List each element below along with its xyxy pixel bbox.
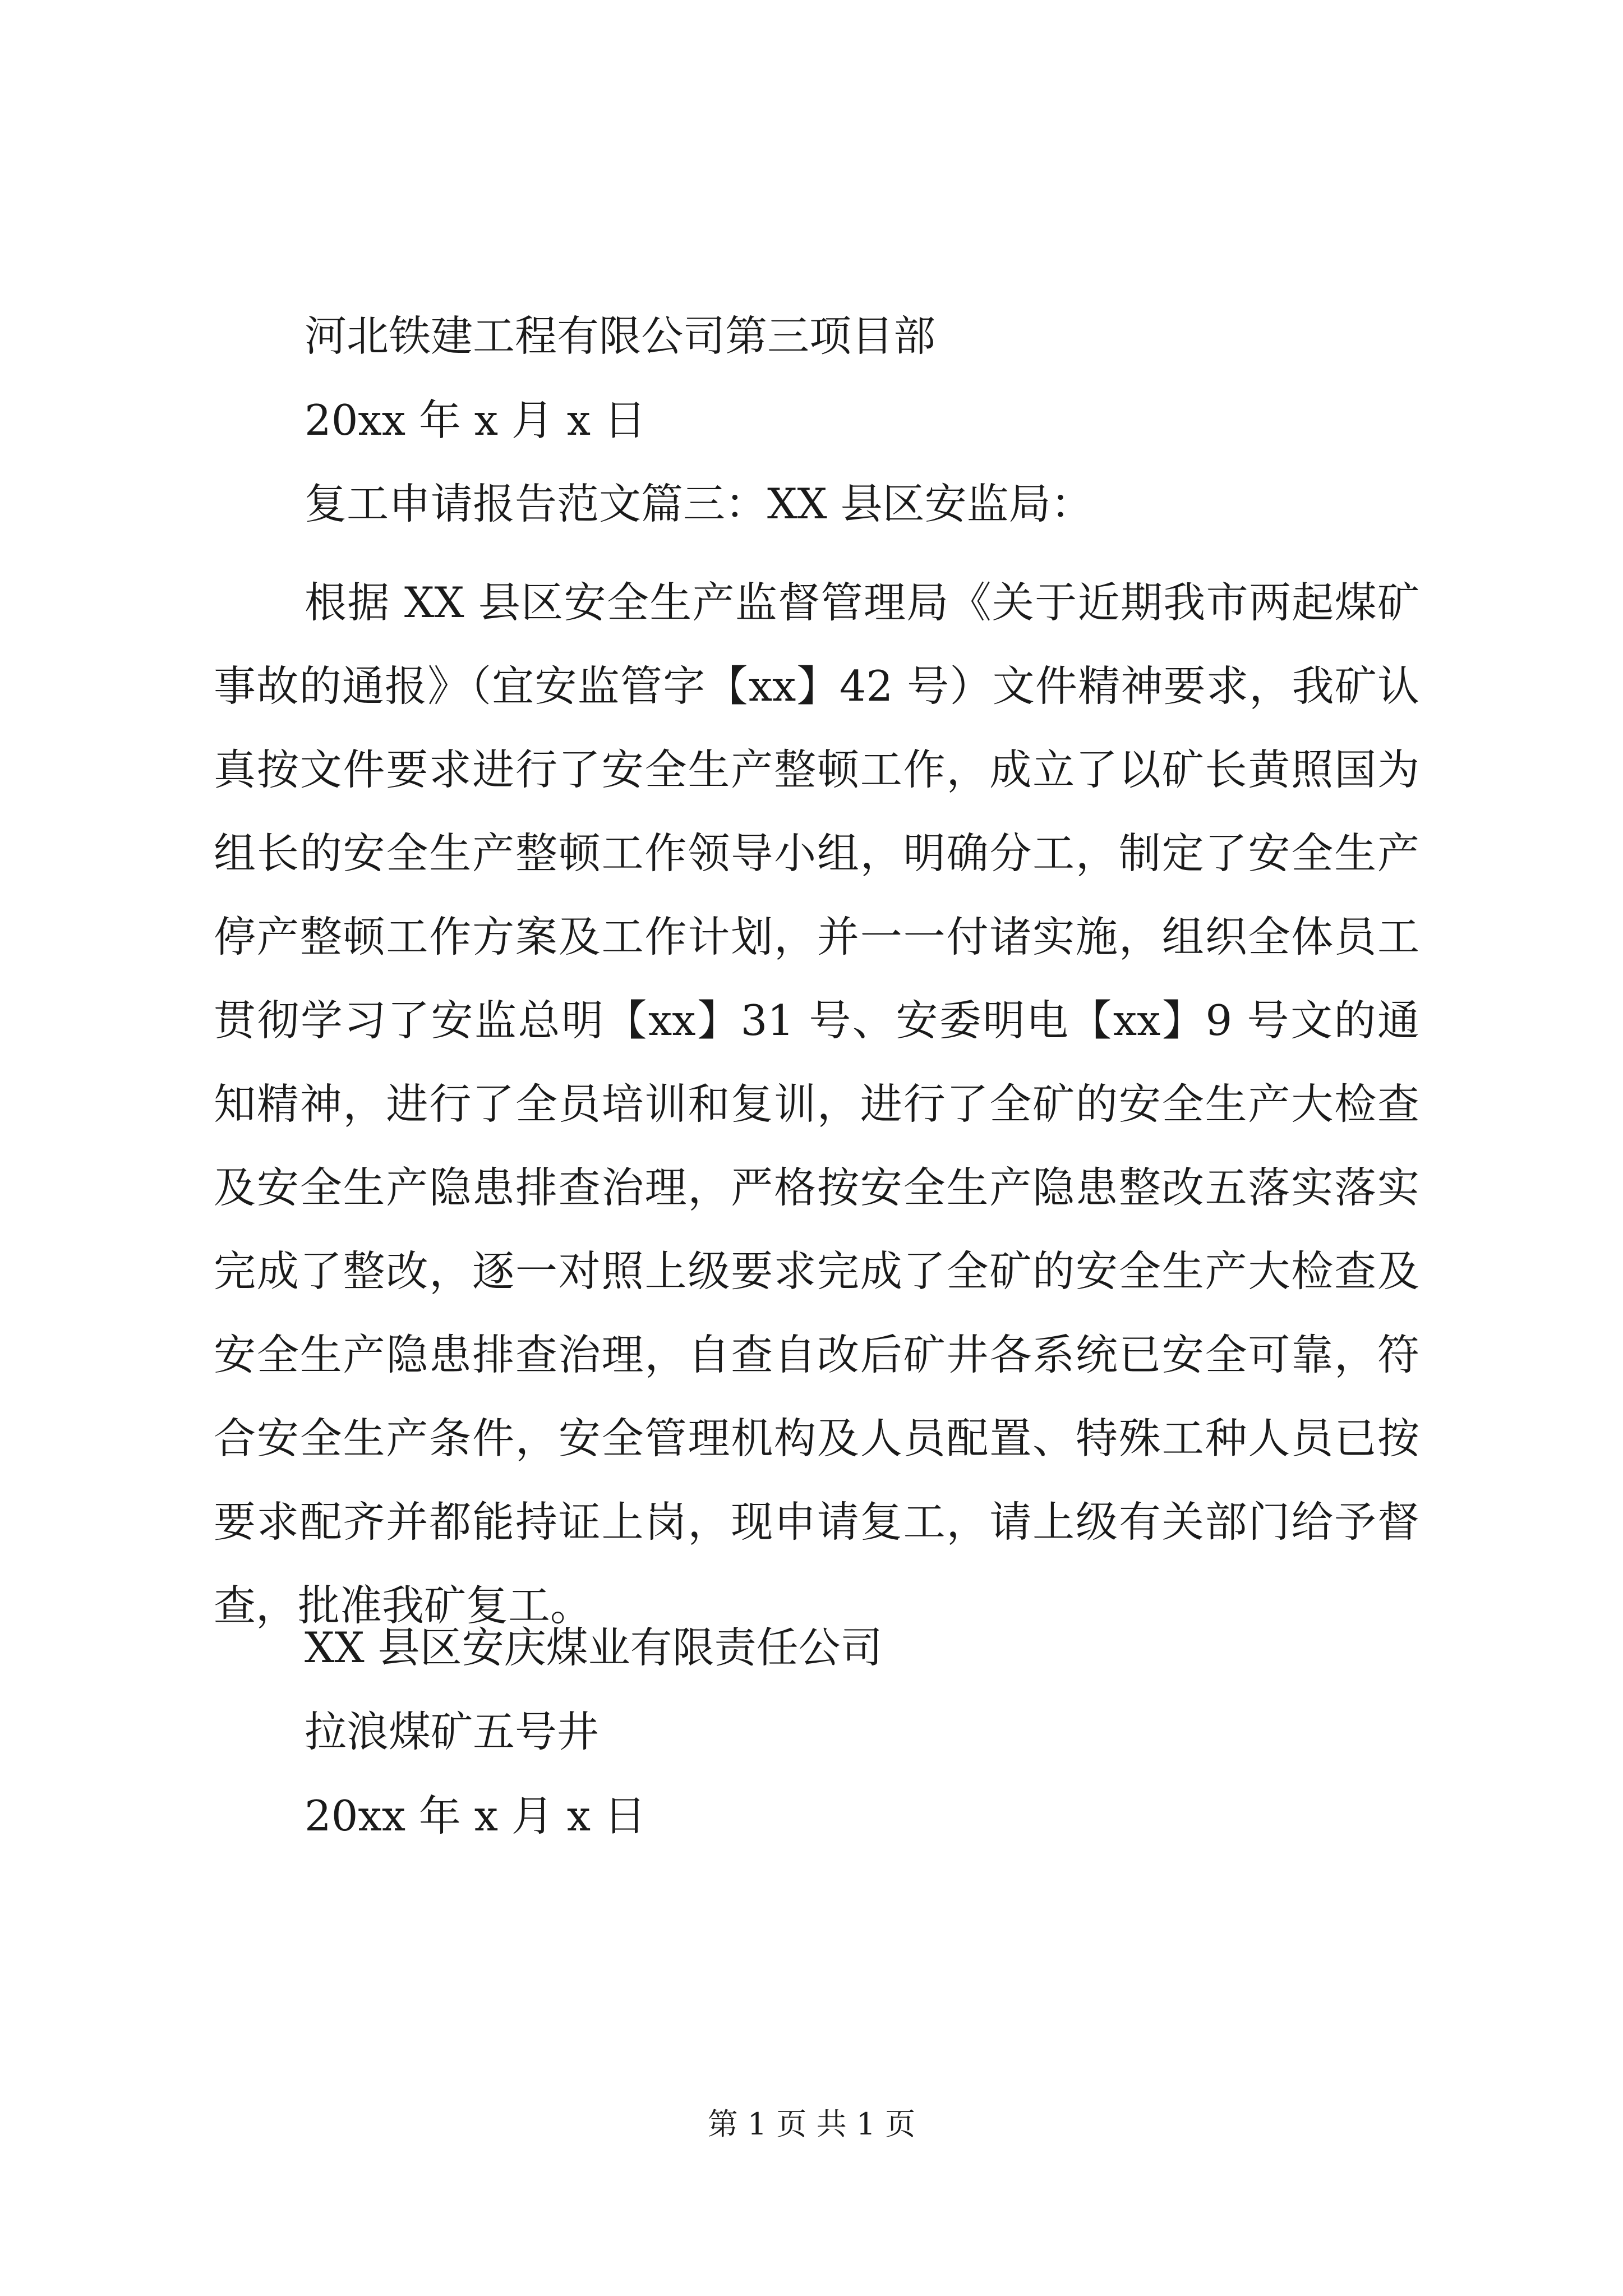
signature-company: XX 县区安庆煤业有限责任公司 xyxy=(305,1623,883,1672)
section-heading: 复工申请报告范文篇三：XX 县区安监局： xyxy=(305,479,1093,528)
previous-signature-date: 20xx 年 x 月 x 日 xyxy=(305,395,646,445)
signature-mine: 拉浪煤矿五号井 xyxy=(305,1707,600,1756)
previous-signature-company: 河北铁建工程有限公司第三项目部 xyxy=(305,311,936,361)
body-paragraph: 根据 XX 县区安全生产监督管理局《关于近期我市两起煤矿事故的通报》（宜安监管字【xx】42 号）文件精神要求，我矿认真按文件要求进行了安全生产整顿工作，成立了以矿长黄照国为组长的安全生产整顿工作领导小组，明确分工，制定了安全生产停产整顿工作方案及工作计划，并一一付诸实施，组织全体员工贯彻学习了安监总明【xx】31 号、安委明电【xx】9 号文的通知精神，进行了全员培训和复训，进行了全矿的安全生产大检查及安全生产隐患排查治理，严格按安全生产隐患整改五落实落实完成了整改，逐一对照上级要求完成了全矿的安全生产大检查及安全生产隐患排查治理，自查自改后矿井各系统已安全可靠，符合安全生产条件，安全管理机构及人员配置、特殊工种人员已按要求配齐并都能持证上岗，现申请复工，请上级有关部门给予督查，批准我矿复工。 xyxy=(214,578,1419,1630)
signature-date: 20xx 年 x 月 x 日 xyxy=(305,1791,646,1841)
page-footer: 第 1 页 共 1 页 xyxy=(707,2106,916,2142)
